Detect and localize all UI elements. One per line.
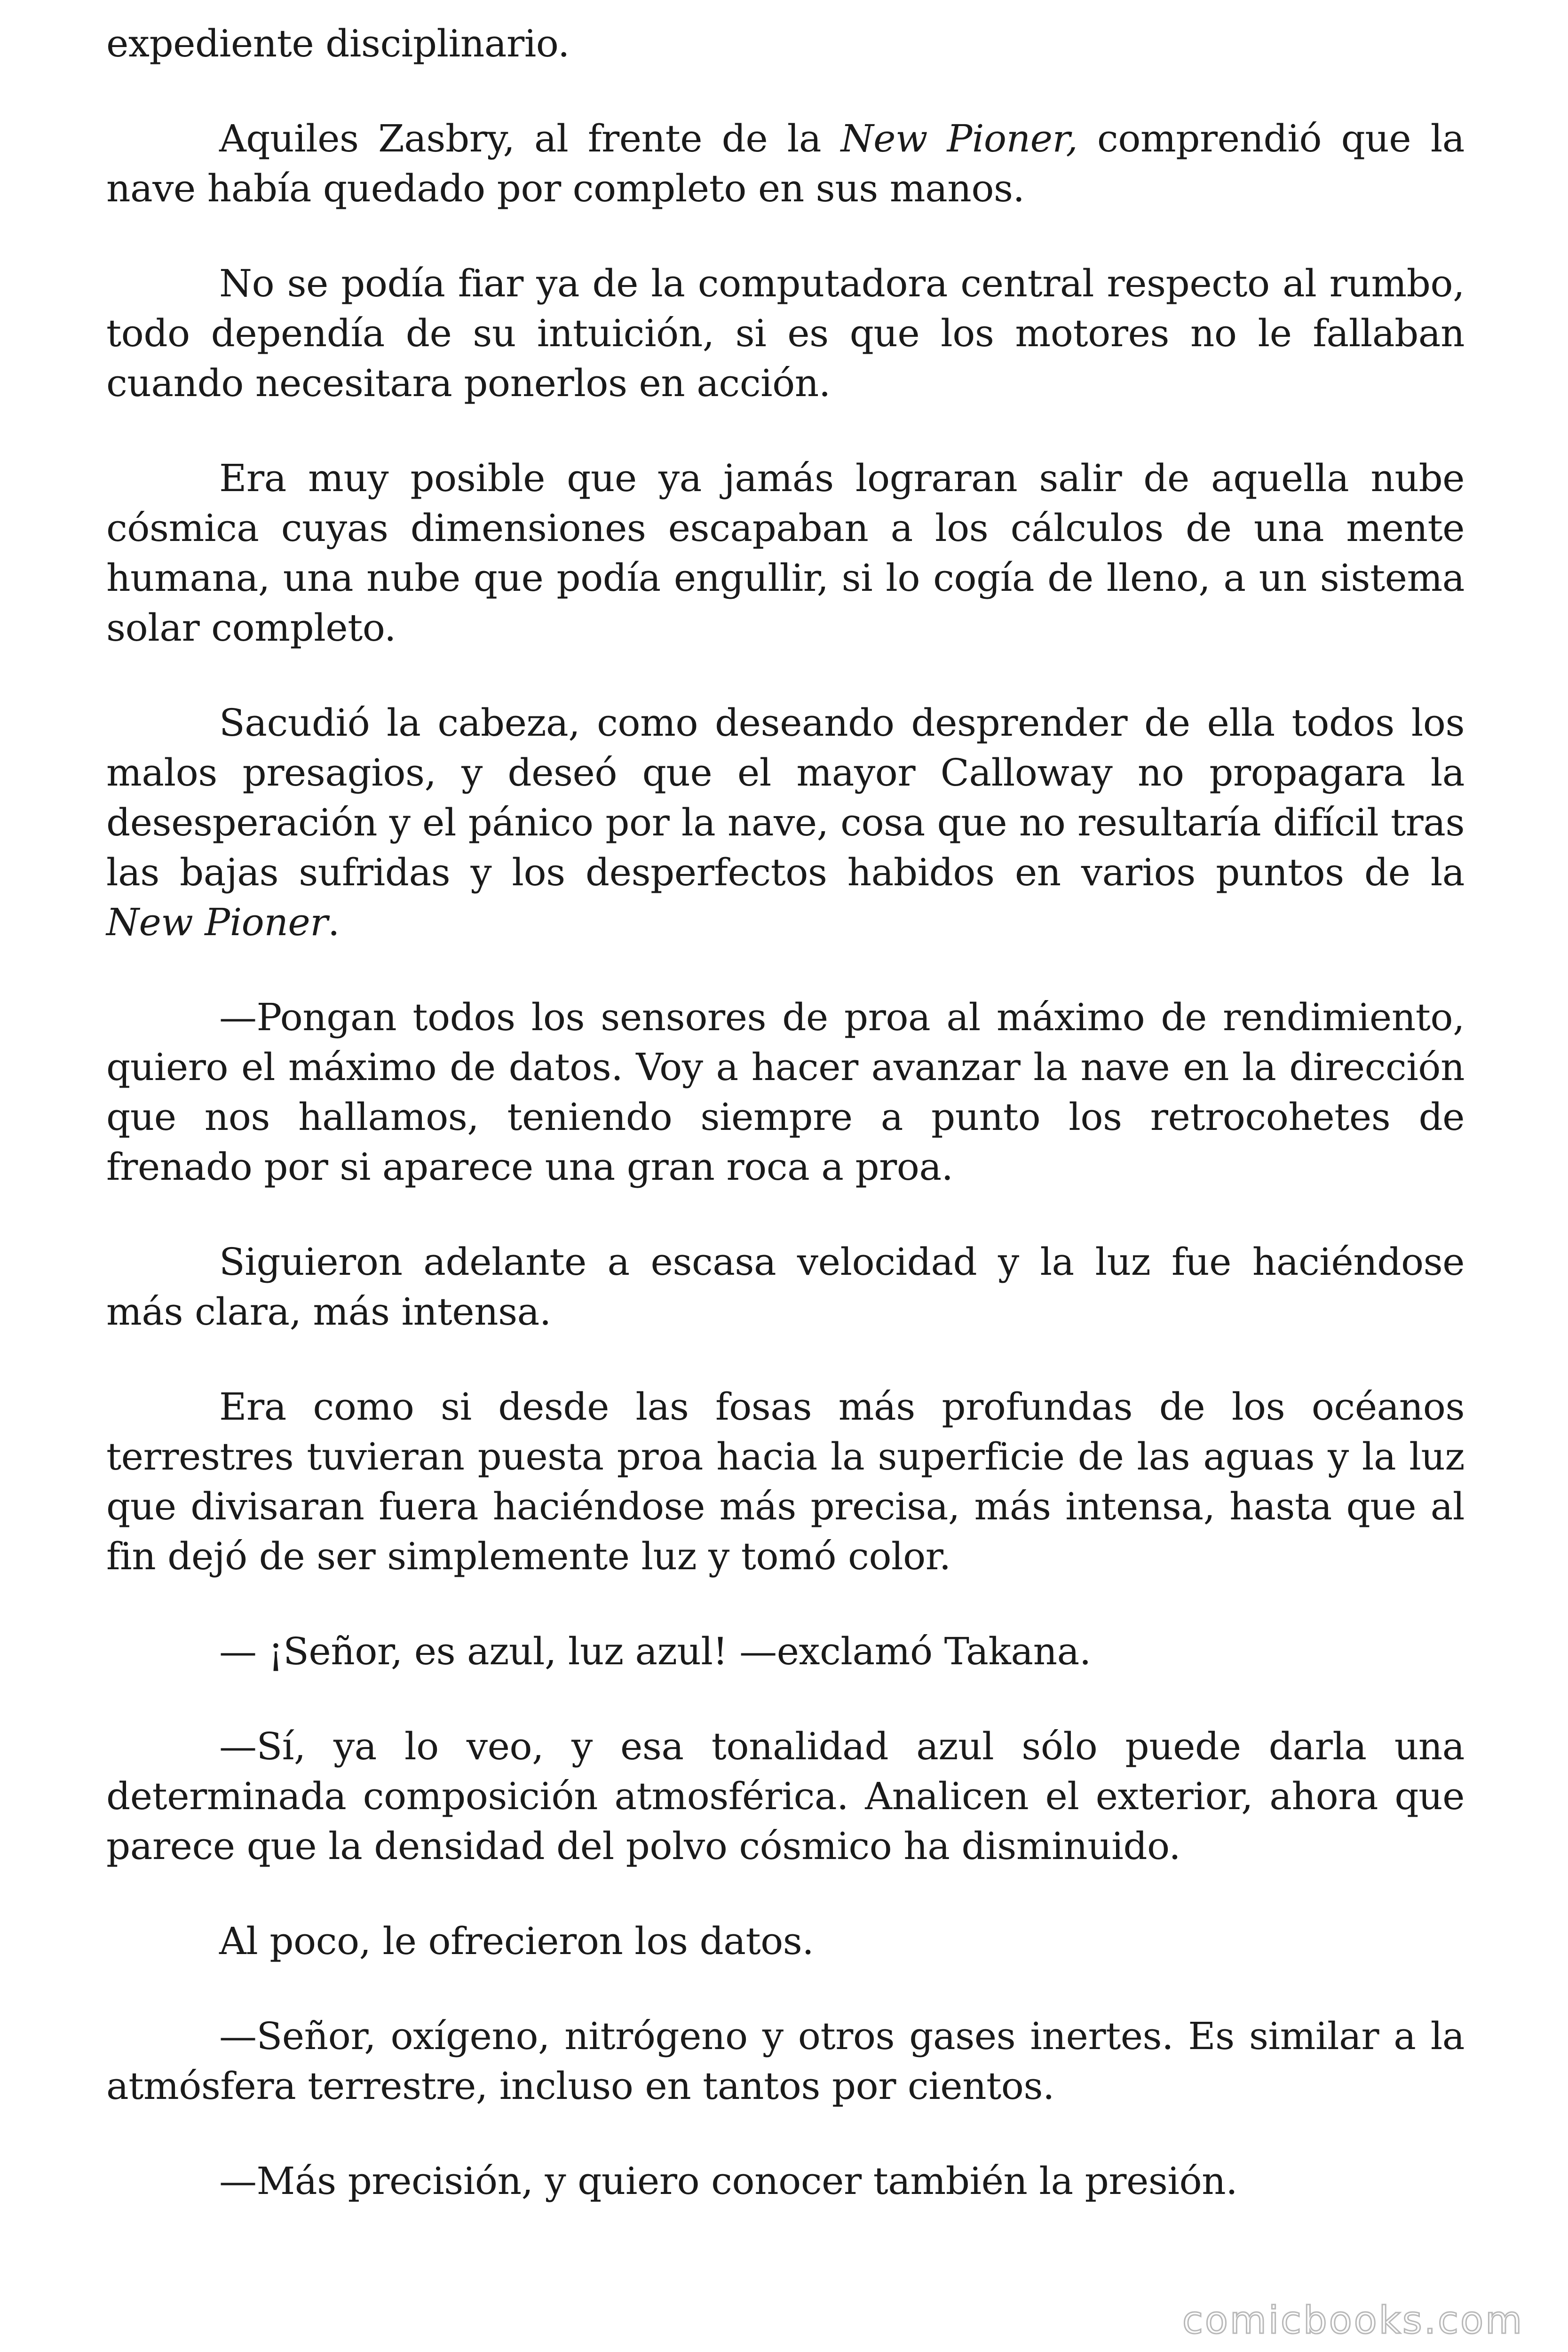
paragraph-5: Sacudió la cabeza, como deseando desprender de ella todos los malos presagios, y deseó que el mayor Calloway no propagara la desesperación y el pánico por la nave, cosa que no resultaría difícil tras las bajas sufridas y los desperfectos habidos en varios puntos de la New Pioner. <box>106 701 1465 944</box>
ship-name: New Pioner, <box>840 117 1078 160</box>
paragraph-2: Aquiles Zasbry, al frente de la New Pioner, comprendió que la nave había quedado por completo en sus manos. <box>106 117 1465 210</box>
paragraph-7: Siguieron adelante a escasa velocidad y la luz fue haciéndose más clara, más intensa. <box>106 1240 1465 1334</box>
paragraph-10: —Sí, ya lo veo, y esa tonalidad azul sólo puede darla una determinada composición atmosférica. Analicen el exterior, ahora que parece que la densidad del polvo cósmico ha disminuido. <box>106 1724 1465 1868</box>
paragraph-3: No se podía fiar ya de la computadora central respecto al rumbo, todo dependía de su intuición, si es que los motores no le fallaban cuando necesitara ponerlos en acción. <box>106 262 1465 405</box>
paragraph-8: Era como si desde las fosas más profundas de los océanos terrestres tuvieran puesta proa hacia la superficie de las aguas y la luz que divisaran fuera haciéndose más precisa, más intensa, hasta que al fin dejó de ser simplemente luz y tomó color. <box>106 1385 1465 1578</box>
ship-name: New Pioner <box>106 900 328 944</box>
book-page-text <box>106 19 1465 2206</box>
paragraph-1: expediente disciplinario. <box>106 22 570 65</box>
paragraph-9: — ¡Señor, es azul, luz azul! —exclamó Takana. <box>219 1629 1091 1673</box>
paragraph-4: Era muy posible que ya jamás lograran salir de aquella nube cósmica cuyas dimensiones escapaban a los cálculos de una mente humana, una nube que podía engullir, si lo cogía de lleno, a un sistema solar completo. <box>106 456 1465 650</box>
paragraph-11: Al poco, le ofrecieron los datos. <box>219 1919 814 1963</box>
paragraph-6: —Pongan todos los sensores de proa al máximo de rendimiento, quiero el máximo de datos. Voy a hacer avanzar la nave en la dirección que nos hallamos, teniendo siempre a punto los retrocohetes de frenado por si aparece una gran roca a proa. <box>106 995 1465 1189</box>
paragraph-13: —Más precisión, y quiero conocer también la presión. <box>219 2159 1238 2203</box>
watermark-text: comicbooks.com <box>1182 2298 1524 2342</box>
paragraph-12: —Señor, oxígeno, nitrógeno y otros gases inertes. Es similar a la atmósfera terrestre, incluso en tantos por cientos. <box>106 2014 1465 2108</box>
